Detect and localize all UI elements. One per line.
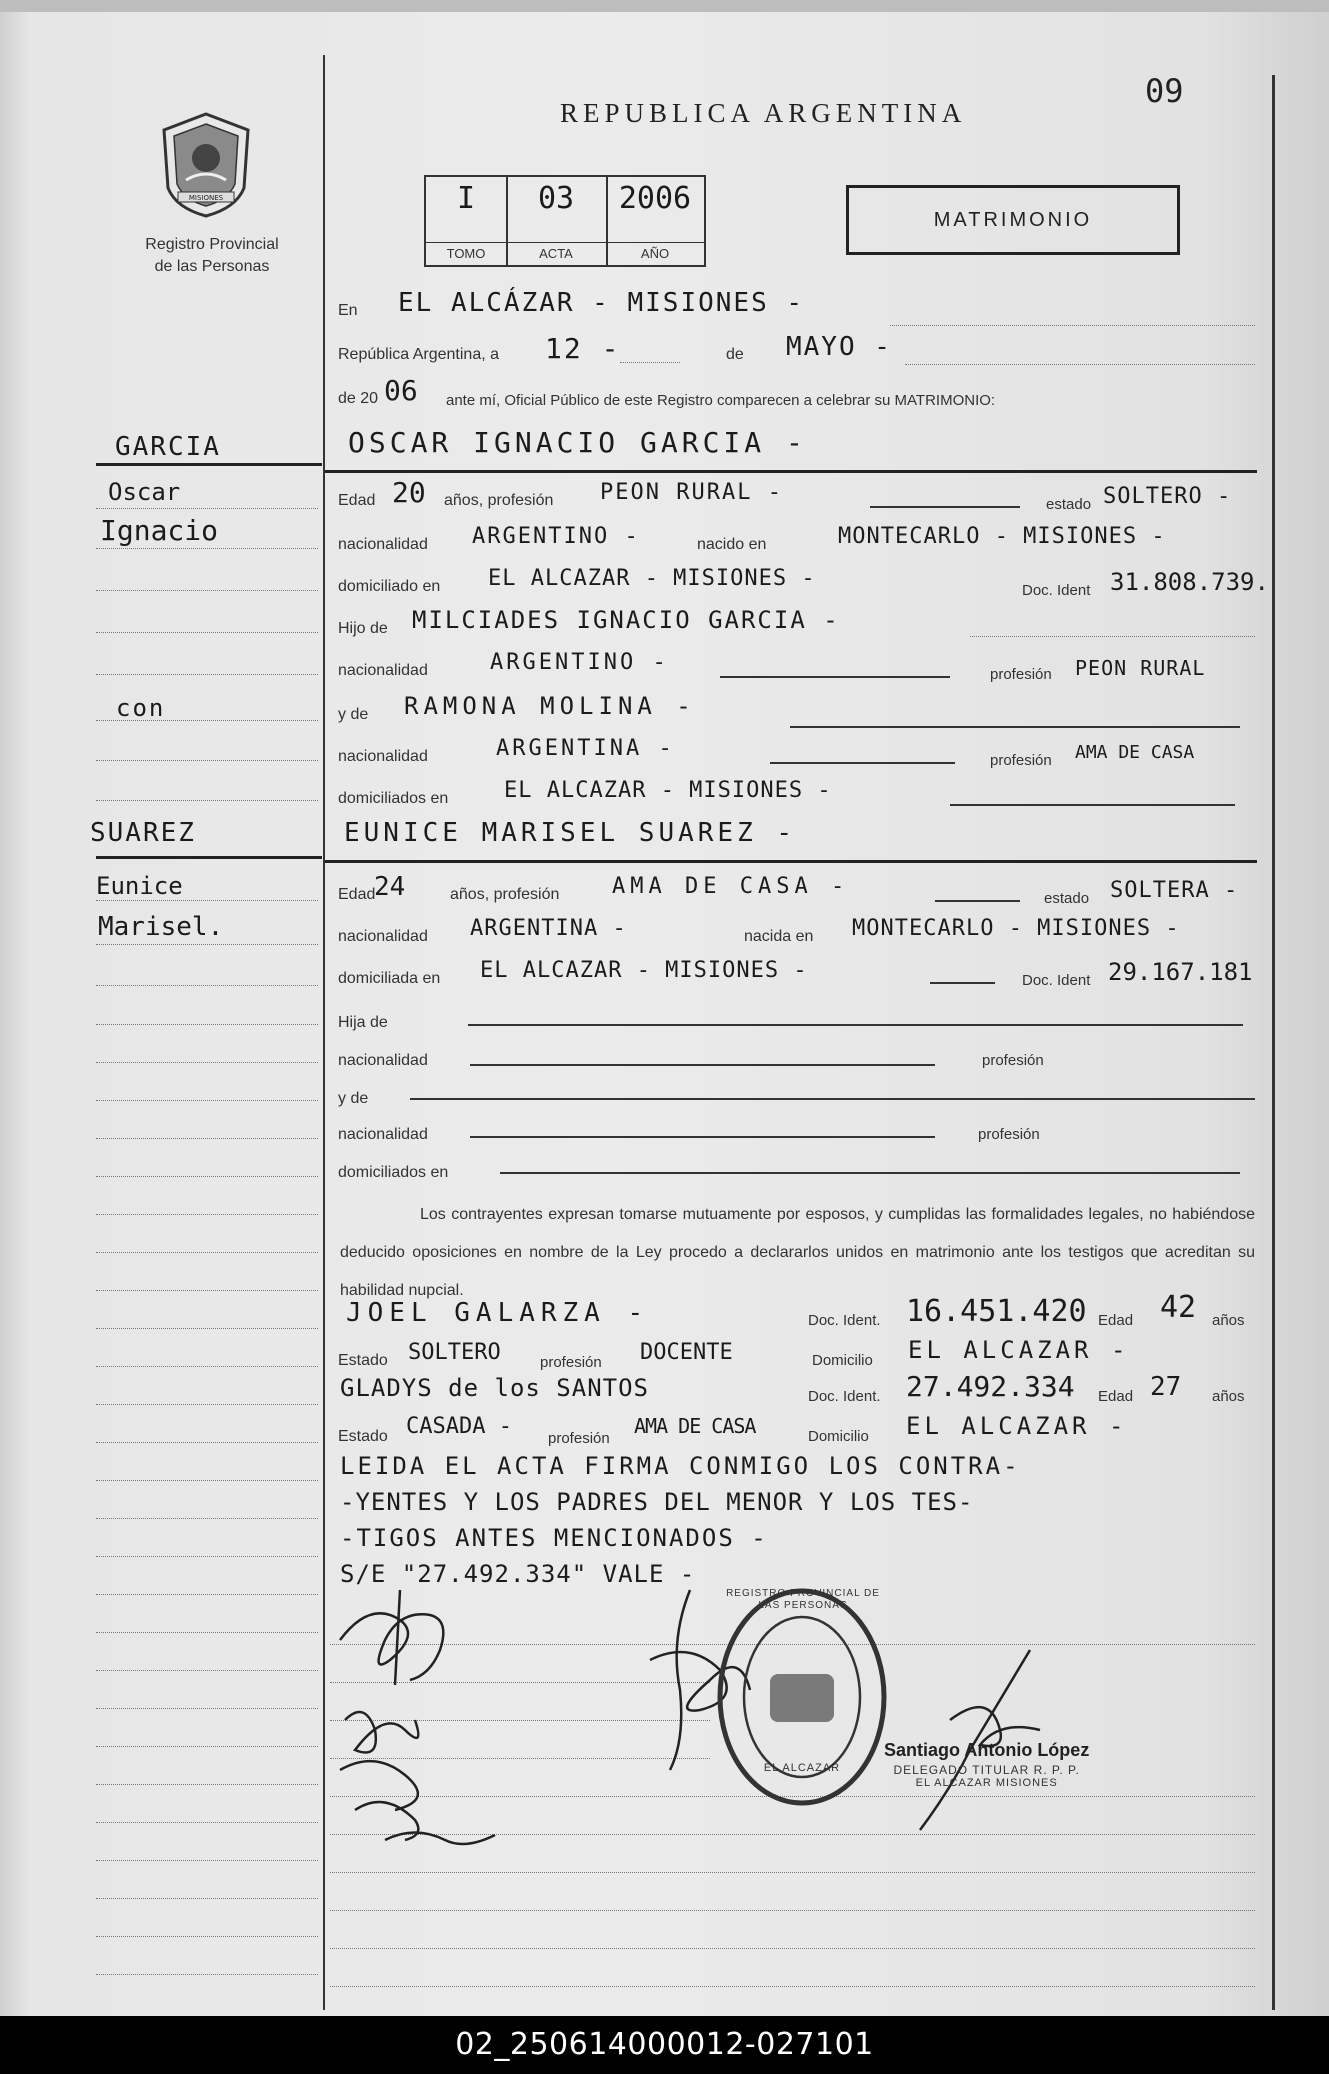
margin-rule	[96, 548, 318, 549]
margin-rule	[96, 1556, 318, 1557]
margin-bride-name1: Eunice	[96, 872, 183, 900]
yde-label: y de	[338, 706, 369, 723]
day-value: 12 -	[545, 332, 621, 365]
rule	[935, 900, 1020, 902]
margin-rule	[96, 463, 322, 466]
margin-rule	[96, 900, 318, 901]
witness2-age: 27	[1150, 1372, 1182, 1402]
margin-rule	[96, 1176, 318, 1177]
registry-name-line2: de las Personas	[154, 258, 270, 275]
bride-domiciliada-label: domiciliada en	[338, 970, 441, 987]
father-nationality: ARGENTINO -	[490, 650, 669, 675]
rule	[500, 1172, 1240, 1174]
rule	[620, 362, 680, 363]
bride-domicile: EL ALCAZAR - MISIONES -	[480, 958, 808, 983]
father-profesion-label: profesión	[990, 666, 1052, 683]
ano-value: 2006	[618, 181, 692, 216]
bride-anos-profesion-label: años, profesión	[450, 886, 560, 903]
margin-rule	[96, 1784, 318, 1785]
mother-nationality: ARGENTINA -	[496, 736, 675, 761]
bride-profesion3-label: profesión	[978, 1126, 1040, 1143]
ano-label: AÑO	[606, 242, 704, 265]
margin-rule	[96, 508, 318, 509]
margin-rule	[96, 720, 318, 721]
marriage-statement: ante mí, Oficial Público de este Registro comparecen a celebrar su MATRIMONIO:	[446, 392, 996, 409]
bride-estado-label: estado	[1044, 890, 1090, 907]
groom-doc: 31.808.739.	[1110, 568, 1269, 596]
rule	[470, 1064, 935, 1066]
margin-rule	[96, 1860, 318, 1861]
groom-name-rule	[325, 470, 1257, 473]
mother-profession: AMA DE CASA	[1075, 742, 1195, 763]
tomo-cell	[426, 177, 508, 265]
margin-bride-name2: Marisel.	[98, 912, 224, 942]
year-suffix: 06	[384, 374, 418, 407]
witness1-anos-label: años	[1212, 1312, 1245, 1329]
year-prefix: de 20	[338, 390, 379, 407]
margin-rule	[96, 1746, 318, 1747]
groom-domiciliado-label: domiciliado en	[338, 578, 441, 595]
rule	[330, 1910, 1255, 1911]
margin-rule	[96, 590, 318, 591]
margin-rule	[96, 1328, 318, 1329]
father-nacionalidad-label: nacionalidad	[338, 662, 428, 679]
margin-rule	[96, 632, 318, 633]
note-line-3: -TIGOS ANTES MENCIONADOS -	[340, 1524, 768, 1552]
witness1-profession: DOCENTE	[640, 1340, 733, 1365]
margin-rule	[96, 1594, 318, 1595]
acta-cell	[506, 177, 608, 265]
margin-rule	[96, 1062, 318, 1063]
rule	[330, 1948, 1255, 1949]
groom-domicile: EL ALCAZAR - MISIONES -	[488, 566, 816, 591]
margin-rule	[96, 1898, 318, 1899]
seal-text: MISIONES	[188, 194, 224, 202]
mother-nacionalidad-label: nacionalidad	[338, 748, 428, 765]
rule	[330, 1872, 1255, 1873]
witness2-doc: 27.492.334	[906, 1370, 1075, 1403]
margin-rule	[96, 1366, 318, 1367]
page-number: 09	[1145, 72, 1184, 110]
acta-label: ACTA	[506, 242, 606, 265]
rule	[950, 804, 1235, 806]
margin-rule	[96, 1290, 318, 1291]
margin-rule	[96, 674, 318, 675]
groom-status: SOLTERO -	[1103, 484, 1232, 509]
official-name: Santiago Antonio López	[884, 1740, 1090, 1760]
margin-rule	[96, 856, 322, 859]
witness1-age: 42	[1160, 1290, 1197, 1325]
closing-paragraph: Los contrayentes expresan tomarse mutuamente por esposos, y cumplidas las formalidades legales, no habiéndose deducido oposiciones en nombre de la Ley procedo a declararlos unidos en matrimonio ante los testigos que acreditan su habilidad nupcial.	[340, 1206, 1255, 1299]
witness-signatures	[325, 1690, 525, 1860]
bride-nacionalidad-label: nacionalidad	[338, 928, 428, 945]
note-line-4: S/E "27.492.334" VALE -	[340, 1560, 696, 1588]
margin-rule	[96, 1138, 318, 1139]
mother-profesion-label: profesión	[990, 752, 1052, 769]
rule	[410, 1098, 1255, 1100]
rule	[770, 762, 955, 764]
groom-nationality: ARGENTINO -	[472, 524, 640, 549]
note-line-2: -YENTES Y LOS PADRES DEL MENOR Y LOS TES-	[340, 1488, 974, 1516]
rule	[790, 726, 1240, 728]
bride-nacionalidad3-label: nacionalidad	[338, 1126, 428, 1143]
witness2-domicile: EL ALCAZAR -	[906, 1412, 1128, 1440]
bride-domiciliados-label: domiciliados en	[338, 1164, 449, 1181]
scan-top-edge	[0, 0, 1329, 12]
republica-label: República Argentina, a	[338, 346, 499, 363]
witness2-domicilio-label: Domicilio	[808, 1428, 869, 1445]
groom-birthplace: MONTECARLO - MISIONES -	[838, 524, 1166, 549]
margin-rule	[96, 1974, 318, 1975]
witness1-profesion-label: profesión	[540, 1354, 602, 1371]
mother-name: RAMONA MOLINA -	[404, 692, 696, 720]
witness2-estado-label: Estado	[338, 1428, 388, 1445]
witness1-name: JOEL GALARZA -	[346, 1298, 650, 1328]
acta-value: 03	[537, 181, 575, 216]
rule	[890, 325, 1255, 326]
rule	[870, 506, 1020, 508]
registry-name-line1: Registro Provincial	[145, 236, 279, 253]
margin-rule	[96, 1632, 318, 1633]
margin-groom-name2: Ignacio	[100, 514, 219, 547]
margin-rule	[96, 1442, 318, 1443]
witness2-doc-label: Doc. Ident.	[808, 1388, 881, 1405]
bride-doc: 29.167.181	[1108, 958, 1253, 986]
father-profession: PEON RURAL	[1075, 656, 1206, 680]
official-stamp	[712, 1582, 892, 1817]
margin-rule	[96, 1480, 318, 1481]
rule	[330, 1986, 1255, 1987]
bride-doc-label: Doc. Ident	[1022, 972, 1091, 989]
father-name: MILCIADES IGNACIO GARCIA -	[412, 606, 840, 634]
witness2-profesion-label: profesión	[548, 1430, 610, 1447]
groom-edad-label: Edad	[338, 492, 376, 509]
rule	[905, 364, 1255, 365]
groom-signature	[330, 1580, 470, 1690]
bride-full-name: EUNICE MARISEL SUAREZ -	[344, 818, 797, 848]
ano-cell	[606, 177, 704, 265]
bride-nacionalidad2-label: nacionalidad	[338, 1052, 428, 1069]
bride-edad-label: Edad	[338, 886, 376, 903]
bride-yde-label: y de	[338, 1090, 369, 1107]
margin-rule	[96, 1024, 318, 1025]
margin-rule	[96, 1100, 318, 1101]
margin-groom-surname: GARCIA	[115, 432, 221, 462]
parents-domiciliados-label: domiciliados en	[338, 790, 449, 807]
margin-rule	[96, 760, 318, 761]
margin-rule	[96, 800, 318, 801]
bride-age: 24	[374, 872, 406, 902]
margin-rule	[96, 1670, 318, 1671]
groom-full-name: OSCAR IGNACIO GARCIA -	[348, 426, 807, 459]
hija-label: Hija de	[338, 1014, 388, 1031]
witness2-name: GLADYS de los SANTOS	[340, 1374, 649, 1402]
witness1-doc-label: Doc. Ident.	[808, 1312, 881, 1329]
witness1-edad-label: Edad	[1098, 1312, 1134, 1329]
bride-nationality: ARGENTINA -	[470, 916, 627, 941]
rule	[468, 1024, 1243, 1026]
de-label: de	[726, 346, 744, 363]
rule	[930, 982, 995, 984]
month-value: MAYO -	[786, 332, 892, 362]
witness1-doc: 16.451.420	[906, 1294, 1087, 1329]
groom-profession: PEON RURAL -	[600, 480, 783, 505]
groom-anos-profesion-label: años, profesión	[444, 492, 554, 509]
rule	[470, 1136, 935, 1138]
groom-doc-label: Doc. Ident	[1022, 582, 1091, 599]
margin-groom-name1: Oscar	[108, 478, 181, 506]
margin-rule	[96, 1822, 318, 1823]
place-value: EL ALCÁZAR - MISIONES -	[398, 288, 805, 318]
official-signature-block	[884, 1740, 1089, 1789]
official-office: EL ALCAZAR MISIONES	[915, 1777, 1058, 1789]
groom-estado-label: estado	[1046, 496, 1092, 513]
bride-profession: AMA DE CASA -	[612, 874, 850, 899]
parents-domicile: EL ALCAZAR - MISIONES -	[504, 778, 832, 803]
bride-profesion2-label: profesión	[982, 1052, 1044, 1069]
record-number-box	[424, 175, 706, 267]
tomo-value: I	[456, 181, 476, 216]
margin-rule	[96, 944, 318, 945]
hijo-label: Hijo de	[338, 620, 388, 637]
bride-nacida-label: nacida en	[744, 928, 814, 945]
en-label: En	[338, 302, 358, 319]
witness2-profession: AMA DE CASA	[634, 1414, 756, 1438]
margin-bride-surname: SUAREZ	[90, 818, 196, 848]
bride-status: SOLTERA -	[1110, 878, 1239, 903]
margin-rule	[96, 1404, 318, 1405]
rule	[720, 676, 950, 678]
official-title: DELEGADO TITULAR R. P. P.	[893, 1763, 1080, 1777]
witness2-edad-label: Edad	[1098, 1388, 1134, 1405]
scan-footer-code: 02_250614000012-027101	[0, 2016, 1329, 2074]
groom-nacido-label: nacido en	[697, 536, 767, 553]
witness1-estado-label: Estado	[338, 1352, 388, 1369]
margin-rule	[96, 985, 318, 986]
rule	[970, 636, 1255, 637]
witness1-domicile: EL ALCAZAR -	[908, 1336, 1130, 1364]
margin-rule	[96, 1936, 318, 1937]
groom-age: 20	[392, 476, 426, 509]
registry-name	[112, 234, 312, 278]
record-type-box: MATRIMONIO	[846, 185, 1180, 255]
witness1-domicilio-label: Domicilio	[812, 1352, 873, 1369]
margin-rule	[96, 1518, 318, 1519]
margin-con: con	[116, 694, 166, 722]
witness2-status: CASADA -	[406, 1414, 512, 1439]
stamp-place: EL ALCAZAR	[763, 1762, 841, 1774]
witness1-status: SOLTERO	[408, 1340, 501, 1365]
groom-nacionalidad-label: nacionalidad	[338, 536, 428, 553]
registry-seal-logo	[156, 110, 256, 225]
bride-name-rule	[325, 860, 1257, 863]
margin-rule	[96, 1214, 318, 1215]
note-line-1: LEIDA EL ACTA FIRMA CONMIGO LOS CONTRA-	[340, 1452, 1021, 1480]
tomo-label: TOMO	[426, 242, 506, 265]
country-title: REPUBLICA ARGENTINA	[560, 98, 967, 128]
right-border-line	[1272, 75, 1275, 2010]
margin-rule	[96, 1708, 318, 1709]
margin-rule	[96, 1252, 318, 1253]
witness2-anos-label: años	[1212, 1388, 1245, 1405]
stamp-text: REGISTRO PROVINCIAL DE LAS PERSONAS	[726, 1588, 880, 1611]
bride-birthplace: MONTECARLO - MISIONES -	[852, 916, 1180, 941]
